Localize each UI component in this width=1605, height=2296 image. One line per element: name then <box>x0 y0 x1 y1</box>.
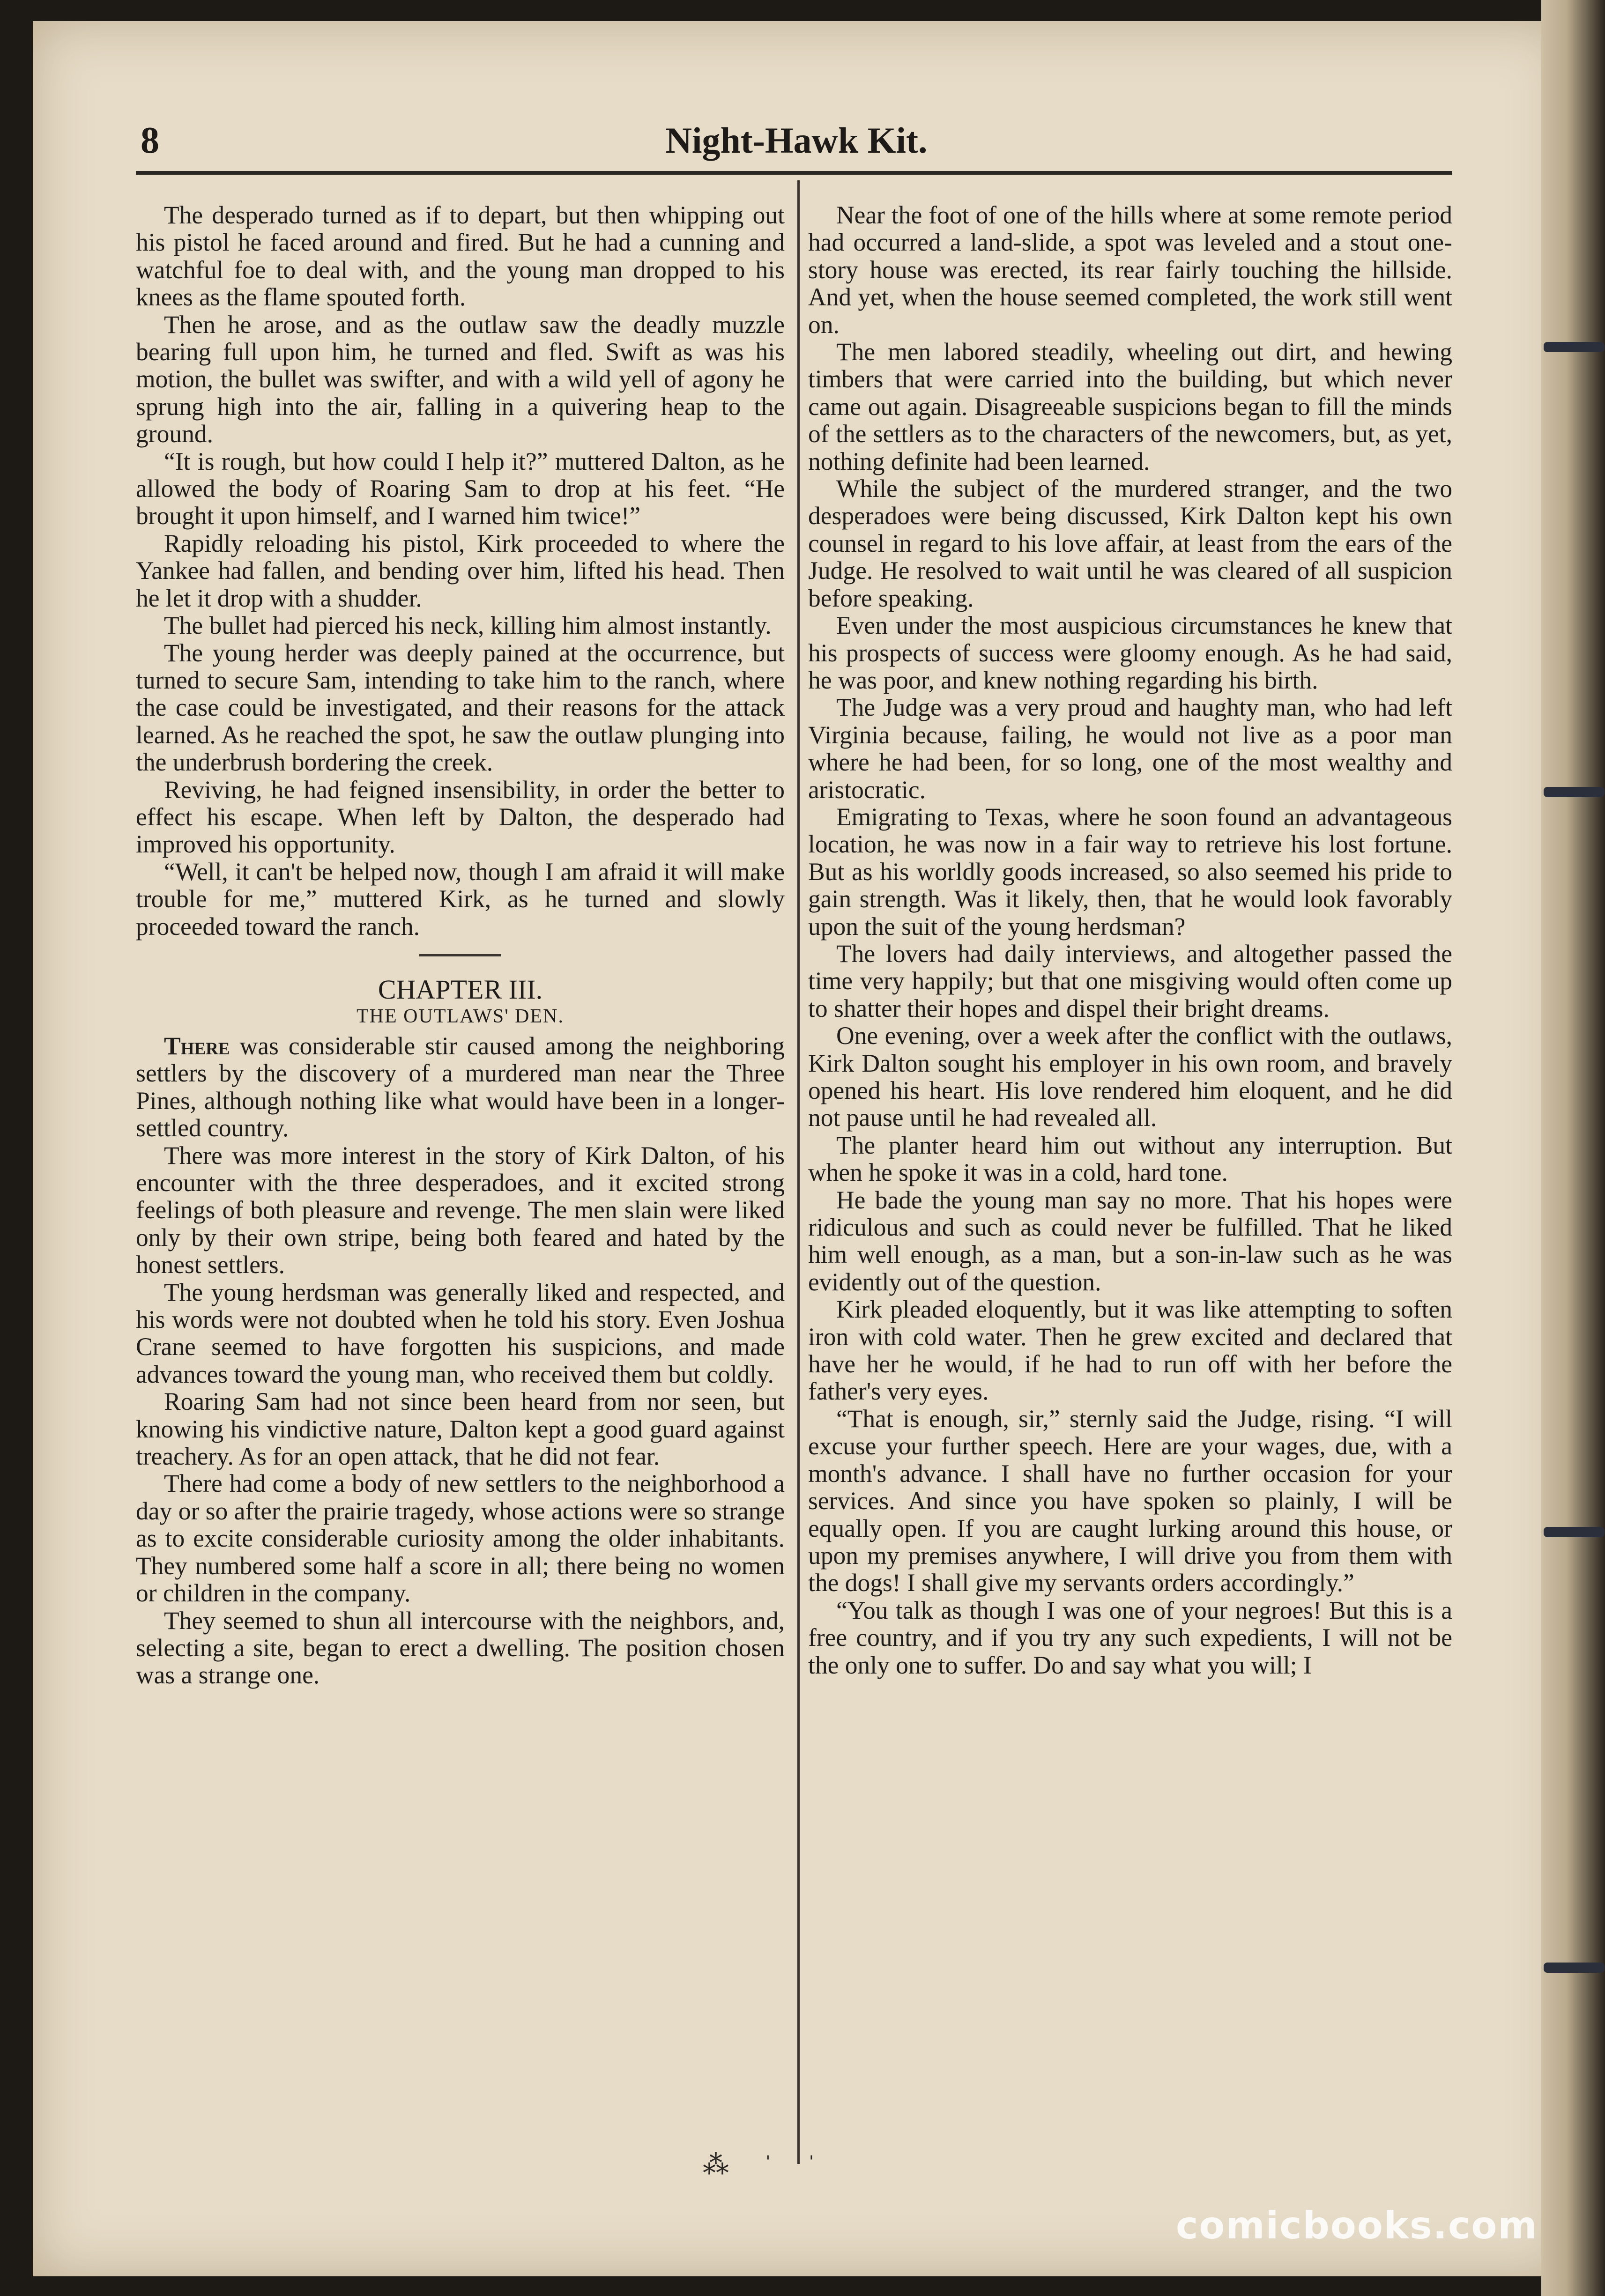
drop-word: There <box>164 1031 230 1060</box>
page-header <box>141 119 1452 161</box>
paragraph: He bade the young man say no more. That his hopes were ridiculous and such as could never be fulfilled. That he liked him well enough, as a man, but a son-in-law such as he was evidently out of the question. <box>808 1185 1452 1296</box>
paragraph: “That is enough, sir,” sternly said the Judge, rising. “I will excuse your further speech. Here are your wages, due, with a month's advance. I shall have no further occasion for your services. And since you have spoken so plainly, I will be equally open. If you are caught lurking around this house, or upon my premises anywhere, I will drive you from them with the dogs! I shall give my servants orders accordingly.” <box>808 1404 1452 1597</box>
left-column <box>136 201 785 1689</box>
paragraph: The desperado turned as if to depart, but then whipping out his pistol he faced around and fired. But he had a cunning and watchful foe to deal with, and the young man dropped to his knees as the flame spouted forth. <box>136 201 785 311</box>
page-number: 8 <box>141 120 159 161</box>
running-title: Night-Hawk Kit. <box>665 120 928 161</box>
chapter-first-paragraph <box>136 1032 785 1142</box>
paragraph: There had come a body of new settlers to the neighborhood a day or so after the prairie tragedy, whose actions were so strange as to excite considerable curiosity among the older inhabitants. They numbered some half a score in all; there being no women or children in the company. <box>136 1469 785 1607</box>
paragraph: Rapidly reloading his pistol, Kirk proceeded to where the Yankee had fallen, and bending over him, lifted his head. Then he let it drop with a shudder. <box>136 529 785 612</box>
staple-mark <box>1544 1963 1605 1973</box>
paragraph: “You talk as though I was one of your negroes! But this is a free country, and if you try any such expedients, I will not be the only one to suffer. Do and say what you will; I <box>808 1596 1452 1679</box>
paragraph: Kirk pleaded eloquently, but it was like attempting to soften iron with cold water. Then he grew excited and declared that have her he would, if he had to run off with her before the father's very eyes. <box>808 1295 1452 1406</box>
column-divider <box>797 180 800 2164</box>
right-column <box>808 201 1452 1679</box>
paragraph: “It is rough, but how could I help it?” muttered Dalton, as he allowed the body of Roaring Sam to drop at his feet. “He brought it upon himself, and I warned him twice!” <box>136 447 785 530</box>
chapter-subtitle: THE OUTLAWS' DEN. <box>357 1005 564 1027</box>
paragraph: There was more interest in the story of Kirk Dalton, of his encounter with the three desperadoes, and it excited strong feelings of both pleasure and revenge. The men slain were liked only by their own stripe, being both feared and hated by the honest settlers. <box>136 1141 785 1279</box>
chapter-heading: CHAPTER III. <box>378 974 543 1005</box>
paragraph: “Well, it can't be helped now, though I am afraid it will make trouble for me,” muttered Kirk, as he turned and slowly proceeded toward the ranch. <box>136 857 785 941</box>
paragraph: The young herder was deeply pained at the occurrence, but turned to secure Sam, intending to take him to the ranch, where the case could be investigated, and their reasons for the attack learned. As he reached the spot, he saw the outlaw plunging into the underbrush bordering the creek. <box>136 638 785 777</box>
pencil-mark: ⁂ ˈ ˈ <box>703 2151 830 2180</box>
paragraph: The lovers had daily interviews, and altogether passed the time very happily; but that one misgiving would often come up to shatter their hopes and dispel their bright dreams. <box>808 939 1452 1022</box>
paragraph: The Judge was a very proud and haughty man, who had left Virginia because, failing, he would not live as a poor man where he had been, for so long, one of the most wealthy and aristocratic. <box>808 693 1452 804</box>
paragraph: Even under the most auspicious circumstances he knew that his prospects of success were gloomy enough. As he had said, he was poor, and knew nothing regarding his birth. <box>808 611 1452 694</box>
paragraph: The bullet had pierced his neck, killing him almost instantly. <box>164 611 772 640</box>
header-rule <box>136 171 1452 175</box>
paragraph-text: was considerable stir caused among the neighboring settlers by the discovery of a murdered man near the Three Pines, although nothing like what would have been in a longer-settled country. <box>136 1031 785 1142</box>
paragraph: Near the foot of one of the hills where at some remote period had occurred a land-slide, a spot was leveled and a stout one-story house was erected, its rear fairly touching the hillside. And yet, when the house seemed completed, the work still went on. <box>808 201 1452 339</box>
staple-mark <box>1544 342 1605 352</box>
chapter-rule <box>419 954 501 956</box>
paragraph: The planter heard him out without any interruption. But when he spoke it was in a cold, hard tone. <box>808 1131 1452 1187</box>
paragraph: One evening, over a week after the conflict with the outlaws, Kirk Dalton sought his employer in his own room, and bravely opened his heart. His love rendered him eloquent, and he did not pause until he had revealed all. <box>808 1022 1452 1132</box>
paragraph: Reviving, he had feigned insensibility, in order the better to effect his escape. When left by Dalton, the desperado had improved his opportunity. <box>136 775 785 859</box>
watermark: comicbooks.com <box>1176 2204 1538 2247</box>
paragraph: While the subject of the murdered stranger, and the two desperadoes were being discussed, Kirk Dalton kept his own counsel in regard to his love affair, at least from the ears of the Judge. He resolved to wait until he was cleared of all suspicion before speaking. <box>808 474 1452 612</box>
staple-mark <box>1544 787 1605 797</box>
paragraph: Roaring Sam had not since been heard from nor seen, but knowing his vindictive nature, Dalton kept a good guard against treachery. As for an open attack, that he did not fear. <box>136 1387 785 1471</box>
paragraph: The young herdsman was generally liked and respected, and his words were not doubted when he told his story. Even Joshua Crane seemed to have forgotten his suspicions, and made advances toward the young man, who received them but coldly. <box>136 1278 785 1388</box>
paragraph: They seemed to shun all intercourse with the neighbors, and, selecting a site, began to erect a dwelling. The position chosen was a strange one. <box>136 1606 785 1689</box>
paragraph: Emigrating to Texas, where he soon found an advantageous location, he was now in a fair way to retrieve his lost fortune. But as his worldly goods increased, so also seemed his pride to gain strength. Was it likely, then, that he would look favorably upon the suit of the young herdsman? <box>808 802 1452 941</box>
paragraph: Then he arose, and as the outlaw saw the deadly muzzle bearing full upon him, he turned and fled. Swift as was his motion, the bullet was swifter, and with a wild yell of agony he sprung high into the air, falling in a quivering heap to the ground. <box>136 310 785 448</box>
staple-mark <box>1544 1527 1605 1537</box>
paragraph: The men labored steadily, wheeling out dirt, and hewing timbers that were carried into the building, but which never came out again. Disagreeable suspicions began to fill the minds of the settlers as to the characters of the newcomers, but, as yet, nothing definite had been learned. <box>808 338 1452 475</box>
